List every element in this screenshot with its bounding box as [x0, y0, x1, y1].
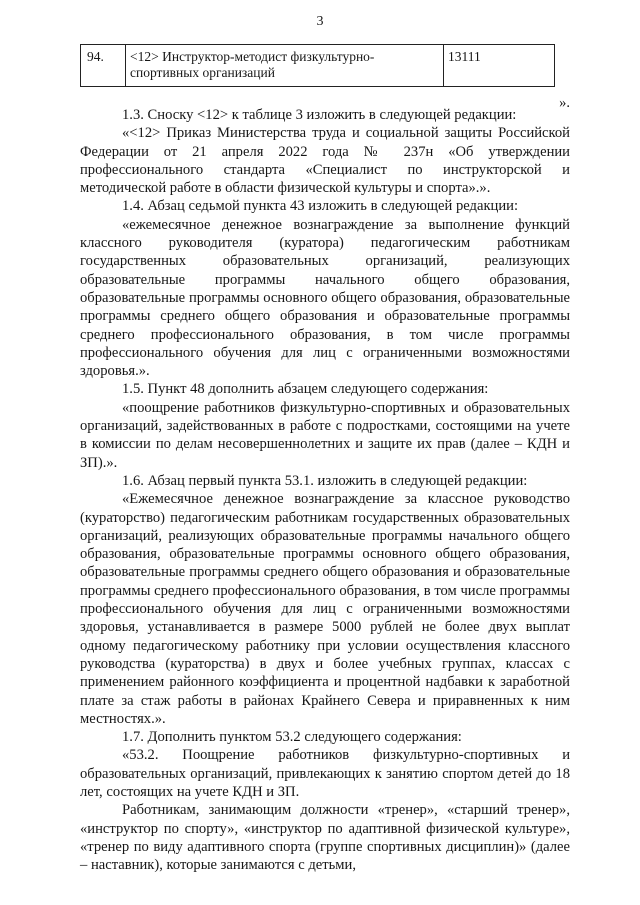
- paragraph-1-6: 1.6. Абзац первый пункта 53.1. изложить в следующей редакции:: [122, 472, 528, 489]
- paragraph-53-1-text: «Ежемесячное денежное вознаграждение за классное руководство (кураторство) педагогическим работникам государственных образовательных организаций, реализующих образовательные программы начального общего образования, образовательные программы основного общего образования, образовательные программы среднего общего образования и образовательные программы среднего профессионального образования, в том числе программы профессионального обучения для лиц с ограниченными возможностями здоровья, устанавливается в размере 5000 рублей не более двух выплат одному педагогическому работнику при условии осуществления классного руководства (кураторства) в двух и более учебных группах, классах с применением районного коэффициента и процентной надбавки к заработной плате за стаж работы в районах Крайнего Севера и приравненных к ним местностях.».: [80, 491, 570, 727]
- paragraph-1-4: 1.4. Абзац седьмой пункта 43 изложить в следующей редакции:: [122, 198, 519, 215]
- closing-quote: ».: [559, 95, 570, 111]
- paragraph-1-5: 1.5. Пункт 48 дополнить абзацем следующего содержания:: [122, 381, 489, 398]
- paragraph-1-3: 1.3. Сноску <12> к таблице 3 изложить в следующей редакции:: [122, 107, 517, 123]
- position-title: <12> Инструктор-методист физкультурно-спортивных организаций: [126, 45, 444, 87]
- table-row: [81, 45, 555, 87]
- row-number: 94.: [81, 45, 126, 87]
- paragraph-footnote-text: «<12> Приказ Министерства труда и социальной защиты Российской Федерации от 21 апреля 2022 года № 237н «Об утверждении профессионального стандарта «Специалист по инструкторской и методической работе в области физической культуры и спорта».».: [80, 125, 570, 197]
- paragraph-mentor-text: Работникам, занимающим должности «тренер», «старший тренер», «инструктор по спорту», «инструктор по адаптивной физической культуре», «тренер по виду адаптивного спорта (группе спортивных дисциплин)» (далее – наставник), которые занимаются с детьми,: [80, 802, 570, 874]
- page-number: 3: [316, 14, 324, 29]
- paragraph-1-7: 1.7. Дополнить пунктом 53.2 следующего содержания:: [122, 729, 462, 746]
- paragraph-53-2-text: «53.2. Поощрение работников физкультурно-спортивных и образовательных организаций, привлекающих к занятию спортом детей до 18 лет, состоящих на учете КДН и ЗП.: [80, 747, 570, 800]
- position-code: 13111: [444, 45, 555, 87]
- document-body: [80, 106, 570, 874]
- paragraph-48-text: «поощрение работников физкультурно-спортивных и образовательных организаций, задействованных в работе с подростками, состоящими на учете в комиссии по делам несовершеннолетних и защите их прав (далее – КДН и ЗП).».: [80, 399, 570, 471]
- position-table: [80, 44, 555, 87]
- paragraph-43-text: «ежемесячное денежное вознаграждение за выполнение функций классного руководителя (куратора) педагогическим работникам государственных образовательных организаций, реализующих образовательные программы начального общего образования, образовательные программы основного общего образования, образовательные программы среднего общего образования и образовательные программы среднего профессионального образования, в том числе программы профессионального обучения для лиц с ограниченными возможностями здоровья.».: [80, 216, 570, 380]
